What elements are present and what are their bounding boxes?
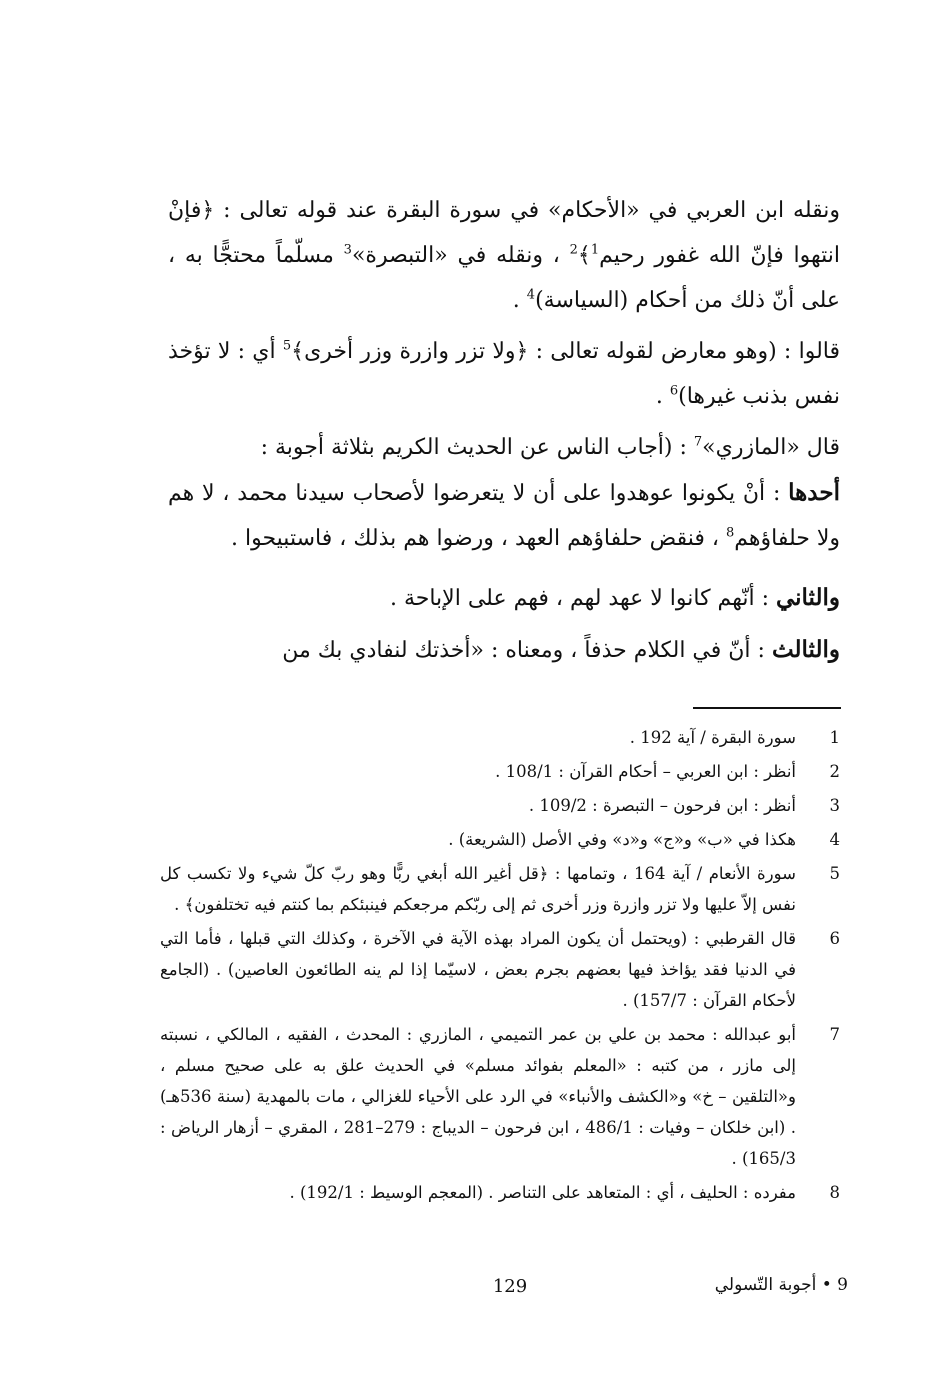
footnote-text: سورة البقرة / آية 192 . (629, 728, 796, 747)
footnote-item (160, 824, 840, 855)
paragraph-1 (168, 188, 840, 323)
footnote-item (160, 722, 840, 753)
footnote-item (160, 1177, 840, 1208)
paragraph-third-answer (168, 627, 840, 673)
footnote-number: 7 (829, 1025, 840, 1044)
paragraph-2-text: قالوا : (وهو معارض لقوله تعالى : ﴿ولا تزر وازرة وزر أخرى﴾ (291, 339, 840, 364)
page-number: 129 (492, 1276, 528, 1297)
main-text (168, 188, 840, 673)
second-answer-heading: والثاني (775, 584, 840, 611)
footnote-text: أبو عبدالله : محمد بن علي بن عمر التميمي ، المازري : المحدث ، الفقيه ، المالكي ، نسبته إلى مازر ، من كتبه : «المعلم بفوائد مسلم» في الحديث علق به على صحيح مسلم ، و«التلقين – خ» و«الكشف والأنباء» في الرد على الأحياء للغزالي ، مات بالمهدية (سنة 536هـ) . (ابن خلكان – وفيات : 486/1 ، ابن فرحون – الديباج : 279–281 ، المقري – أزهار الرياض : 165/3) . (160, 1025, 796, 1168)
paragraph-first-answer (168, 470, 840, 561)
footnote-item (160, 790, 840, 821)
footnote-ref-6: 6 (669, 383, 679, 399)
footnote-number: 8 (829, 1183, 840, 1202)
paragraph-3-text: قال «المازري» (702, 435, 840, 460)
footnote-text: مفرده : الحليف ، أي : المتعاهد على التناصر . (المعجم الوسيط : 192/1) . (289, 1183, 796, 1202)
footnote-text: سورة الأنعام / آية 164 ، وتمامها : ﴿قل أغير الله أبغي ربًّا وهو ربّ كلّ شيء ولا تكسب كل نفس إلاّ عليها ولا تزر وازرة وزر أخرى ثم إلى ربّكم مرجعكم فينبئكم بما كنتم فيه تختلفون﴾ . (160, 864, 796, 914)
footnote-item (160, 858, 840, 920)
first-answer-heading: أحدها (788, 479, 840, 506)
paragraph-2-text-c: . (655, 384, 670, 409)
paragraph-1-text-b: ﴾ (577, 243, 591, 268)
footnote-item (160, 756, 840, 787)
footnote-ref-1: 1 (590, 242, 600, 258)
third-answer-text: : أنّ في الكلام حذفاً ، ومعناه : «أخذتك لنفادي بك من (282, 638, 772, 663)
footnote-number: 3 (829, 796, 840, 815)
footnote-number: 6 (829, 929, 840, 948)
footnote-item (160, 923, 840, 1016)
paragraph-1-text-d: مسلّماً محتجًّا به ، على أنّ ذلك من أحكام (السياسة) (168, 243, 840, 313)
footnote-separator (693, 707, 841, 709)
paragraph-second-answer (168, 575, 840, 621)
paragraph-3-text-b: : (أجاب الناس عن الحديث الكريم بثلاثة أجوبة : (260, 435, 694, 460)
footnote-number: 1 (829, 728, 840, 747)
paragraph-1-text-c: ، ونقله في «التبصرة» (351, 243, 570, 268)
footnote-text: هكذا في «ب» و«ج» و«د» وفي الأصل (الشريعة) . (448, 830, 796, 849)
footnote-text: قال القرطبي : (ويحتمل أن يكون المراد بهذه الآية في الآخرة ، وكذلك التي قبلها ، فأما التي في الدنيا فقد يؤاخذ فيها بعضهم بجرم بعض ، لاسيّما إذا لم ينه الطائعون العاصين) . (الجامع لأحكام القرآن : 157/7) . (160, 929, 796, 1010)
footnote-ref-7: 7 (693, 434, 703, 450)
footnote-text: أنظر : ابن فرحون – التبصرة : 109/2 . (528, 796, 796, 815)
footnote-ref-8: 8 (725, 525, 735, 541)
paragraph-2 (168, 329, 840, 419)
footnote-ref-4: 4 (526, 287, 536, 303)
footnote-text: أنظر : ابن العربي – أحكام القرآن : 108/1 . (495, 762, 796, 781)
footnotes (160, 722, 840, 1211)
first-answer-text: : أنْ يكونوا عوهدوا على أن لا يتعرضوا لأصحاب سيدنا محمد ، لا هم ولا حلفاؤهم (168, 481, 840, 551)
paragraph-2-text-b: أي : لا تؤخذ نفس بذنب غيرها) (168, 339, 840, 409)
footnote-ref-2: 2 (569, 242, 578, 258)
paragraph-1-text: ونقله ابن العربي في «الأحكام» في سورة البقرة عند قوله تعالى : ﴿فإنْ انتهوا فإنّ الله غفور رحيم (168, 198, 840, 268)
first-answer-text-b: ، فنقض حلفاؤهم العهد ، ورضوا هم بذلك ، فاستبيحوا . (231, 526, 726, 551)
third-answer-heading: والثالث (771, 636, 840, 663)
paragraph-3 (168, 425, 840, 470)
paragraph-1-text-e: . (512, 288, 527, 313)
footnote-ref-3: 3 (343, 242, 352, 258)
footnote-number: 2 (829, 762, 840, 781)
second-answer-text: : أنّهم كانوا لا عهد لهم ، فهم على الإباحة . (389, 586, 776, 611)
footnote-number: 5 (829, 864, 840, 883)
footnote-ref-5: 5 (282, 338, 292, 354)
footnote-item (160, 1019, 840, 1174)
footnote-number: 4 (829, 830, 840, 849)
running-footer: 9 • أجوبة التّسولي (714, 1275, 848, 1295)
